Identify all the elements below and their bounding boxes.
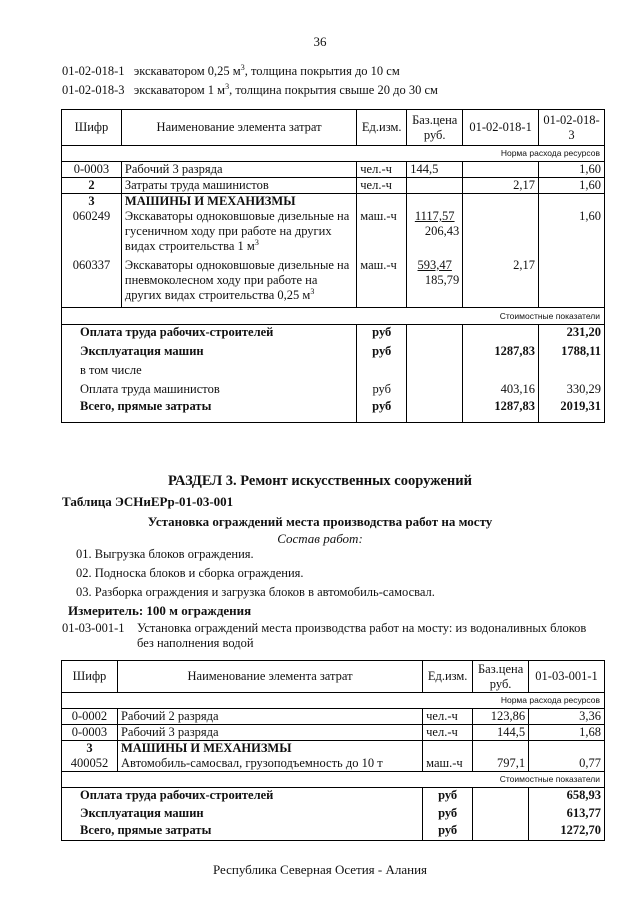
row-value-1 — [463, 209, 539, 258]
row-name: Рабочий 3 разряда — [117, 725, 422, 741]
resource-table-1 — [61, 109, 605, 423]
table2-norm-caption: Норма расхода ресурсов — [62, 693, 605, 709]
row-value-1 — [463, 162, 539, 178]
row-code: 3 — [62, 194, 122, 210]
page-footer: Республика Северная Осетия - Алания — [212, 862, 428, 877]
table1-header-price: Баз.цена руб. — [407, 110, 463, 146]
row-name-text: Экскаваторы одноковшовые дизельные на пневмоколесном ходу при работе на других видах строительства 0,25 м — [124, 258, 350, 302]
cost-row — [62, 359, 605, 378]
cost-unit: руб — [357, 340, 407, 359]
cost-value-1: 613,77 — [529, 803, 605, 821]
table1-header-unit: Ед.изм. — [357, 110, 407, 146]
row-code: 060249 — [62, 209, 122, 258]
cost-value-2: 2019,31 — [539, 397, 605, 423]
row-price: 797,1 — [473, 756, 529, 772]
row-value-1: 0,77 — [529, 756, 605, 772]
code-line-code: 01-03-001-1 — [62, 621, 125, 635]
cost-row — [62, 788, 605, 804]
row-code: 0-0003 — [62, 725, 118, 741]
table-row — [62, 741, 605, 757]
row-name: МАШИНЫ И МЕХАНИЗМЫ — [121, 194, 356, 210]
row-price: 144,5 — [473, 725, 529, 741]
row-code: 060337 — [62, 258, 122, 308]
code-line-text2: без наполнения водой — [137, 636, 254, 650]
row-code: 2 — [62, 178, 122, 194]
cost-name: Всего, прямые затраты — [62, 821, 423, 841]
row-name: МАШИНЫ И МЕХАНИЗМЫ — [117, 741, 422, 757]
intro-code-1: 01-02-018-1 — [62, 64, 125, 78]
row-value-2: 1,60 — [539, 209, 605, 258]
cost-row — [62, 821, 605, 841]
cost-name: Оплата труда рабочих-строителей — [62, 325, 357, 341]
row-price — [407, 178, 463, 194]
row-name: Автомобиль-самосвал, грузоподъемность до 10 т — [117, 756, 422, 772]
table-label: Таблица ЭСНиЕРр-01-03-001 — [62, 494, 234, 509]
table1-header-code: Шифр — [62, 110, 122, 146]
row-unit: чел.-ч — [357, 162, 407, 178]
table2-header-name: Наименование элемента затрат — [117, 661, 422, 693]
table2-cost-caption: Стоимостные показатели — [62, 772, 605, 788]
row-name — [121, 209, 356, 258]
row-name — [121, 258, 356, 308]
row-unit: маш.-ч — [423, 756, 473, 772]
cost-unit: руб — [357, 325, 407, 341]
work-item: 01. Выгрузка блоков ограждения. — [76, 547, 254, 561]
work-item: 03. Разборка ограждения и загрузка блоков в автомобиль-самосвал. — [76, 585, 435, 599]
row-unit: чел.-ч — [423, 725, 473, 741]
table2-header-col1: 01-03-001-1 — [529, 661, 605, 693]
cost-unit: руб — [423, 821, 473, 841]
table2-header-unit: Ед.изм. — [423, 661, 473, 693]
row-price: 123,86 — [473, 709, 529, 725]
work-item: 02. Подноска блоков и сборка ограждения. — [76, 566, 304, 580]
table1-norm-caption: Норма расхода ресурсов — [62, 146, 605, 162]
table-title: Установка ограждений места производства работ на мосту — [147, 514, 493, 529]
row-name: Затраты труда машинистов — [121, 178, 356, 194]
table1-header-name: Наименование элемента затрат — [121, 110, 356, 146]
table-row — [62, 178, 605, 194]
row-value-1: 3,36 — [529, 709, 605, 725]
cost-row — [62, 378, 605, 397]
row-code: 400052 — [62, 756, 118, 772]
page-number: 36 — [313, 34, 327, 49]
table-row — [62, 194, 605, 210]
table1-header-col1: 01-02-018-1 — [463, 110, 539, 146]
table-row — [62, 725, 605, 741]
cost-name: Всего, прямые затраты — [62, 397, 357, 423]
table-row — [62, 709, 605, 725]
section-title: РАЗДЕЛ 3. Ремонт искусственных сооружений — [167, 473, 472, 489]
cost-value-1: 658,93 — [529, 788, 605, 804]
code-line-text1: Установка ограждений места производства работ на мосту: из водоналивных блоков — [137, 621, 587, 635]
row-code: 0-0002 — [62, 709, 118, 725]
table2-header-row — [62, 661, 605, 693]
row-price: 144,5 — [407, 162, 463, 178]
work-heading: Состав работ: — [277, 531, 363, 546]
price-bottom: 206,43 — [424, 224, 460, 238]
cost-value-1 — [463, 325, 539, 341]
intro-sup-2: 3 — [225, 81, 230, 91]
row-unit: маш.-ч — [357, 209, 407, 258]
cost-value-2: 330,29 — [539, 378, 605, 397]
cost-name: Эксплуатация машин — [62, 803, 423, 821]
cost-value-2: 1788,11 — [539, 340, 605, 359]
cost-row — [62, 340, 605, 359]
row-unit: чел.-ч — [423, 709, 473, 725]
price-top: 593,47 — [417, 258, 452, 272]
row-name-sup: 3 — [254, 237, 259, 247]
table1-header-col2: 01-02-018-3 — [539, 110, 605, 146]
row-name-text: Экскаваторы одноковшовые дизельные на гусеничном ходу при работе на других видах строительства 1 м — [124, 209, 350, 253]
meter-label: Измеритель: 100 м ограждения — [68, 603, 252, 618]
row-value-1: 2,17 — [463, 178, 539, 194]
cost-value-1: 403,16 — [463, 378, 539, 397]
row-value-2 — [539, 258, 605, 308]
cost-name: Эксплуатация машин — [62, 340, 357, 359]
cost-value-1: 1287,83 — [463, 340, 539, 359]
cost-value-1: 1272,70 — [529, 821, 605, 841]
cost-unit: руб — [357, 397, 407, 423]
table1-cost-caption: Стоимостные показатели — [62, 308, 605, 325]
row-price — [407, 209, 463, 258]
price-bottom: 185,79 — [424, 273, 460, 287]
row-unit: маш.-ч — [357, 258, 407, 308]
row-code: 0-0003 — [62, 162, 122, 178]
row-value-2: 1,60 — [539, 162, 605, 178]
row-name: Рабочий 3 разряда — [121, 162, 356, 178]
intro-rest-1: , толщина покрытия до 10 см — [244, 64, 400, 78]
row-value-2: 1,60 — [539, 178, 605, 194]
cost-name: Оплата труда машинистов — [62, 378, 357, 397]
cost-value-1: 1287,83 — [463, 397, 539, 423]
cost-name: Оплата труда рабочих-строителей — [62, 788, 423, 804]
cost-unit: руб — [423, 788, 473, 804]
row-price — [407, 258, 463, 308]
table-row — [62, 209, 605, 258]
row-unit: чел.-ч — [357, 178, 407, 194]
cost-unit: руб — [357, 378, 407, 397]
intro-line-2 — [62, 83, 438, 98]
table-row — [62, 258, 605, 308]
price-top: 1117,57 — [414, 209, 455, 223]
cost-row — [62, 325, 605, 341]
table2-header-price: Баз.цена руб. — [473, 661, 529, 693]
intro-text-2: экскаватором 1 м — [133, 83, 226, 97]
row-name-sup: 3 — [310, 286, 315, 296]
table-row — [62, 756, 605, 772]
intro-code-2: 01-02-018-3 — [62, 83, 125, 97]
table2-header-code: Шифр — [62, 661, 118, 693]
row-value-1: 2,17 — [463, 258, 539, 308]
cost-row — [62, 397, 605, 423]
intro-line-1 — [62, 64, 400, 79]
row-value-1: 1,68 — [529, 725, 605, 741]
cost-unit: руб — [423, 803, 473, 821]
row-name: Рабочий 2 разряда — [117, 709, 422, 725]
resource-table-2 — [61, 660, 605, 841]
row-code: 3 — [62, 741, 118, 757]
intro-text-1: экскаватором 0,25 м — [133, 64, 241, 78]
table1-header-row — [62, 110, 605, 146]
cost-row — [62, 803, 605, 821]
cost-name: в том числе — [62, 359, 357, 378]
intro-rest-2: , толщина покрытия свыше 20 до 30 см — [229, 83, 438, 97]
intro-sup-1: 3 — [240, 62, 245, 72]
table-row — [62, 162, 605, 178]
cost-value-2: 231,20 — [539, 325, 605, 341]
